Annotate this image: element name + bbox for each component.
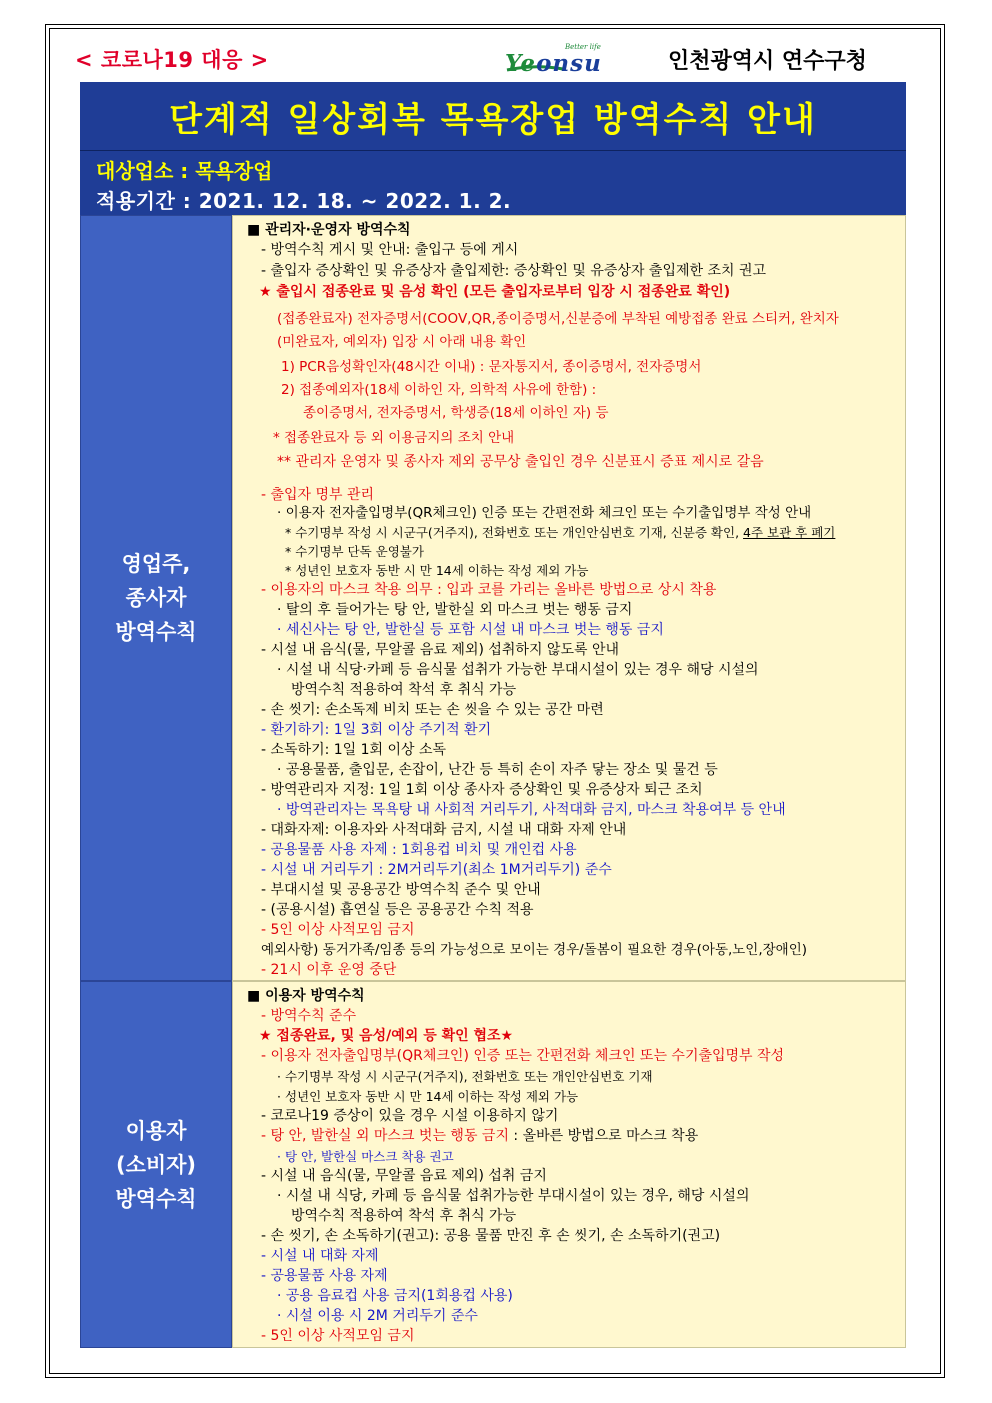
rule-line: 방역수칙 적용하여 착석 후 취식 가능 bbox=[291, 1208, 517, 1224]
user-heading: ■ 이용자 방역수칙 bbox=[247, 988, 365, 1004]
rule-line: · 성년인 보호자 동반 시 만 14세 이하는 작성 제외 가능 bbox=[277, 1089, 579, 1104]
covid-response-badge: < 코로나19 대응 > bbox=[75, 48, 269, 72]
rule-line: 방역수칙 적용하여 착석 후 취식 가능 bbox=[291, 682, 517, 698]
rule-line: ** 관리자 운영자 및 종사자 제외 공무상 출입인 경우 신분표시 증표 제시로 갈음 bbox=[277, 454, 764, 470]
rule-line: · 방역관리자는 목욕탕 내 사회적 거리두기, 사적대화 금지, 마스크 착용여부 등 안내 bbox=[277, 802, 786, 818]
rule-line: · 시설 이용 시 2M 거리두기 준수 bbox=[277, 1308, 478, 1324]
user-rules-panel bbox=[232, 981, 906, 1348]
user-label-line: (소비자) bbox=[115, 1152, 197, 1177]
rule-line: - 소독하기: 1일 1회 이상 소독 bbox=[261, 742, 447, 758]
rule-line: · 시설 내 식당·카페 등 음식물 섭취가 가능한 부대시설이 있는 경우 해당 시설의 bbox=[277, 662, 759, 678]
rule-line: - 부대시설 및 공용공간 방역수칙 준수 및 안내 bbox=[261, 882, 541, 898]
rule-line: - 환기하기: 1일 3회 이상 주기적 환기 bbox=[261, 722, 492, 738]
rule-line: - (공용시설) 흡연실 등은 공용공간 수칙 적용 bbox=[261, 902, 534, 918]
logo-wordmark-part-a: Ye bbox=[505, 50, 537, 77]
application-period: 적용기간 : 2021. 12. 18. ~ 2022. 1. 2. bbox=[96, 189, 512, 213]
rule-line: - 5인 이상 사적모임 금지 bbox=[261, 922, 415, 938]
logo-wordmark-part-b: onsu bbox=[536, 50, 602, 77]
rule-line: - 시설 내 음식(물, 무알콜 음료 제외) 섭취 금지 bbox=[261, 1168, 547, 1184]
operator-section-label bbox=[80, 215, 232, 981]
rule-line: (접종완료자) 전자증명서(COOV,QR,종이증명서,신분증에 부착된 예방접종 완료 스티커, 완치자 bbox=[277, 311, 839, 327]
rule-line: - 시설 내 대화 자제 bbox=[261, 1248, 379, 1264]
operator-label-line: 영업주, bbox=[121, 552, 191, 576]
user-section-label bbox=[80, 981, 232, 1348]
page-title: 단계적 일상회복 목욕장업 방역수칙 안내 bbox=[169, 99, 817, 140]
rule-line: 종이증명서, 전자증명서, 학생증(18세 이하인 자) 등 bbox=[303, 405, 609, 421]
rule-line: · 수기명부 작성 시 시군구(거주지), 전화번호 또는 개인안심번호 기재 bbox=[277, 1069, 653, 1084]
rule-line: * 성년인 보호자 동반 시 만 14세 이하는 작성 제외 가능 bbox=[285, 563, 589, 578]
rule-line: - 방역관리자 지정: 1일 1회 이상 종사자 증상확인 및 유증상자 퇴근 조치 bbox=[261, 782, 703, 798]
rule-line: - 손 씻기: 손소독제 비치 또는 손 씻을 수 있는 공간 마련 bbox=[261, 702, 604, 718]
office-name: 인천광역시 연수구청 bbox=[668, 49, 867, 74]
rule-line: - 대화자제: 이용자와 사적대화 금지, 시설 내 대화 자제 안내 bbox=[261, 822, 627, 838]
rule-line: 1) PCR음성확인자(48시간 이내) : 문자통지서, 종이증명서, 전자증명서 bbox=[281, 359, 702, 375]
rule-line: · 탈의 후 들어가는 탕 안, 발한실 외 마스크 벗는 행동 금지 bbox=[277, 602, 633, 618]
rule-line: · 이용자 전자출입명부(QR체크인) 인증 또는 간편전화 체크인 또는 수기출입명부 작성 안내 bbox=[277, 505, 812, 521]
rule-line: - 출입자 명부 관리 bbox=[261, 487, 375, 503]
user-label-line: 방역수칙 bbox=[115, 1186, 197, 1211]
title-bar bbox=[80, 82, 906, 150]
user-label-line: 이용자 bbox=[125, 1118, 187, 1143]
rule-line: 예외사항) 동거가족/임종 등의 가능성으로 모이는 경우/돌봄이 필요한 경우(아동,노인,장애인) bbox=[261, 942, 808, 958]
rule-line: - 이용자의 마스크 착용 의무 : 입과 코를 가리는 올바른 방법으로 상시 착용 bbox=[261, 582, 717, 598]
operator-heading: ■ 관리자·운영자 방역수칙 bbox=[247, 222, 411, 238]
rule-line: · 공용 음료컵 사용 금지(1회용컵 사용) bbox=[277, 1288, 513, 1304]
target-business: 대상업소 : 목욕장업 bbox=[96, 159, 273, 183]
rule-line: - 공용물품 사용 자제 bbox=[261, 1268, 388, 1284]
rule-line: * 접종완료자 등 외 이용금지의 조치 안내 bbox=[273, 430, 515, 446]
yeonsu-logo bbox=[505, 43, 653, 77]
rule-line: - 시설 내 거리두기 : 2M거리두기(최소 1M거리두기) 준수 bbox=[261, 862, 612, 878]
rule-line: · 세신사는 탕 안, 발한실 등 포함 시설 내 마스크 벗는 행동 금지 bbox=[277, 622, 664, 638]
rule-line: ★ 출입시 접종완료 및 음성 확인 (모든 출입자로부터 입장 시 접종완료 확인) bbox=[259, 284, 731, 300]
operator-label-line: 방역수칙 bbox=[115, 620, 197, 644]
rule-line: * 수기명부 작성 시 시군구(거주지), 전화번호 또는 개인안심번호 기재, 신분증 확인, 4주 보관 후 폐기 bbox=[285, 525, 836, 540]
rule-line: - 공용물품 사용 자제 : 1회용컵 비치 및 개인컵 사용 bbox=[261, 842, 577, 858]
logo-tagline: Better life bbox=[565, 43, 601, 51]
rule-line: - 방역수칙 게시 및 안내: 출입구 등에 게시 bbox=[261, 242, 519, 258]
info-bar bbox=[80, 150, 906, 215]
rule-line: - 21시 이후 운영 중단 bbox=[261, 962, 397, 978]
rule-line: * 수기명부 단독 운영불가 bbox=[285, 544, 424, 559]
rule-line: (미완료자, 예외자) 입장 시 아래 내용 확인 bbox=[277, 334, 527, 350]
rule-line: · 공용물품, 출입문, 손잡이, 난간 등 특히 손이 자주 닿는 장소 및 물건 등 bbox=[277, 762, 718, 778]
operator-rules-panel bbox=[232, 215, 906, 981]
rule-line: ★ 접종완료, 및 음성/예외 등 확인 협조★ bbox=[259, 1028, 514, 1044]
rule-line: - 손 씻기, 손 소독하기(권고): 공용 물품 만진 후 손 씻기, 손 소독하기(권고) bbox=[261, 1228, 721, 1244]
operator-label-line: 종사자 bbox=[125, 586, 187, 610]
rule-line: 2) 접종예외자(18세 이하인 자, 의학적 사유에 한함) : bbox=[281, 382, 597, 398]
rule-line: - 출입자 증상확인 및 유증상자 출입제한: 증상확인 및 유증상자 출입제한 조치 권고 bbox=[261, 263, 767, 279]
rule-line: - 시설 내 음식(물, 무알콜 음료 제외) 섭취하지 않도록 안내 bbox=[261, 642, 620, 658]
logo-wordmark bbox=[505, 50, 602, 77]
rule-line: - 탕 안, 발한실 외 마스크 벗는 행동 금지 : 올바른 방법으로 마스크 착용 bbox=[261, 1128, 699, 1144]
rule-line: - 방역수칙 준수 bbox=[261, 1008, 357, 1024]
rule-line: · 탕 안, 발한실 마스크 착용 권고 bbox=[277, 1149, 454, 1164]
rule-line: · 시설 내 식당, 카페 등 음식물 섭취가능한 부대시설이 있는 경우, 해당 시설의 bbox=[277, 1188, 750, 1204]
rule-line: - 코로나19 증상이 있을 경우 시설 이용하지 않기 bbox=[261, 1108, 559, 1124]
rule-line: - 5인 이상 사적모임 금지 bbox=[261, 1328, 415, 1344]
rule-line: - 이용자 전자출입명부(QR체크인) 인증 또는 간편전화 체크인 또는 수기출입명부 작성 bbox=[261, 1048, 785, 1064]
